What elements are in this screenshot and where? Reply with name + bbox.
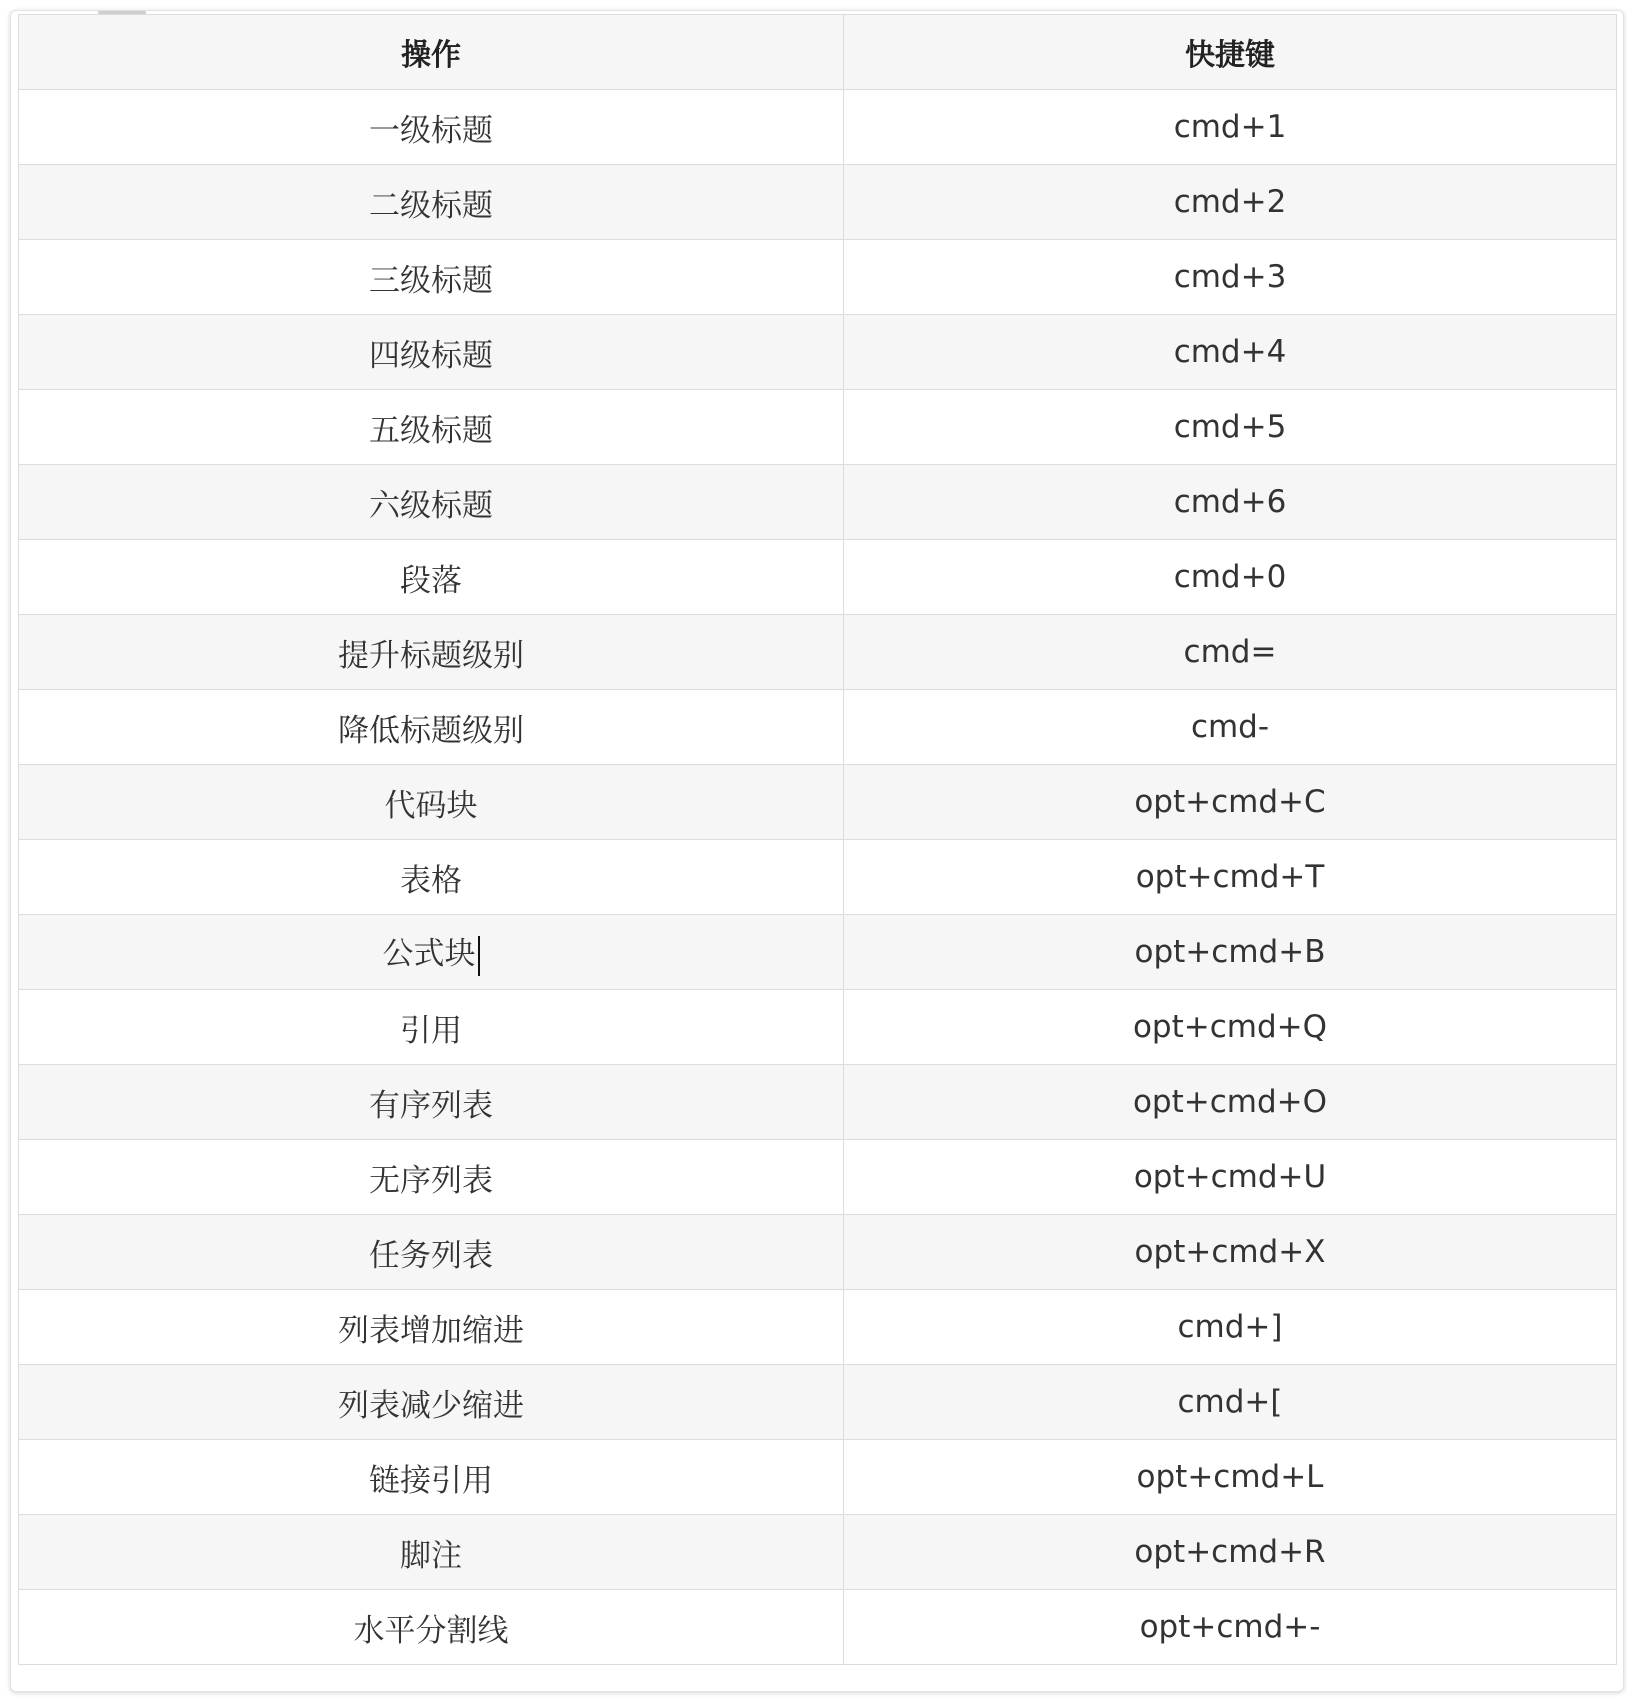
shortcut-cell[interactable]: cmd+2: [844, 165, 1617, 240]
action-cell[interactable]: 列表增加缩进: [19, 1290, 844, 1365]
shortcut-cell[interactable]: opt+cmd+T: [844, 840, 1617, 915]
table-row: [19, 315, 1617, 390]
table-row: [19, 1440, 1617, 1515]
shortcut-cell[interactable]: cmd=: [844, 615, 1617, 690]
shortcut-cell[interactable]: cmd+]: [844, 1290, 1617, 1365]
shortcut-cell[interactable]: opt+cmd+-: [844, 1590, 1617, 1665]
action-cell[interactable]: 一级标题: [19, 90, 844, 165]
action-cell[interactable]: 列表减少缩进: [19, 1365, 844, 1440]
table-row: [19, 1365, 1617, 1440]
action-cell[interactable]: 四级标题: [19, 315, 844, 390]
table-row: [19, 1215, 1617, 1290]
shortcut-cell[interactable]: opt+cmd+X: [844, 1215, 1617, 1290]
text-cursor: [478, 936, 480, 976]
action-cell[interactable]: 五级标题: [19, 390, 844, 465]
shortcut-cell[interactable]: opt+cmd+B: [844, 915, 1617, 990]
shortcut-cell[interactable]: opt+cmd+O: [844, 1065, 1617, 1140]
action-cell[interactable]: 代码块: [19, 765, 844, 840]
action-cell[interactable]: 水平分割线: [19, 1590, 844, 1665]
table-row: [19, 1590, 1617, 1665]
table-row: [19, 1515, 1617, 1590]
action-cell[interactable]: 段落: [19, 540, 844, 615]
table-row: [19, 990, 1617, 1065]
shortcut-cell[interactable]: cmd+4: [844, 315, 1617, 390]
table-row: [19, 240, 1617, 315]
table-row: [19, 840, 1617, 915]
action-cell[interactable]: 引用: [19, 990, 844, 1065]
header-row: [19, 15, 1617, 90]
table-row: [19, 1140, 1617, 1215]
shortcut-cell[interactable]: opt+cmd+C: [844, 765, 1617, 840]
table-row: [19, 390, 1617, 465]
action-cell[interactable]: 有序列表: [19, 1065, 844, 1140]
table-row: [19, 1290, 1617, 1365]
action-cell[interactable]: 提升标题级别: [19, 615, 844, 690]
header-shortcut[interactable]: 快捷键: [844, 15, 1617, 90]
action-cell[interactable]: 链接引用: [19, 1440, 844, 1515]
shortcut-cell[interactable]: opt+cmd+L: [844, 1440, 1617, 1515]
shortcut-cell[interactable]: cmd+[: [844, 1365, 1617, 1440]
table-row: [19, 1065, 1617, 1140]
action-cell-editing[interactable]: [19, 915, 844, 990]
shortcut-cell[interactable]: opt+cmd+U: [844, 1140, 1617, 1215]
shortcut-cell[interactable]: cmd+3: [844, 240, 1617, 315]
action-cell[interactable]: 六级标题: [19, 465, 844, 540]
table-row: [19, 165, 1617, 240]
shortcut-cell[interactable]: opt+cmd+Q: [844, 990, 1617, 1065]
shortcut-table: [18, 14, 1617, 1665]
action-cell[interactable]: 三级标题: [19, 240, 844, 315]
table-row: [19, 90, 1617, 165]
shortcut-cell[interactable]: cmd-: [844, 690, 1617, 765]
shortcut-cell[interactable]: cmd+1: [844, 90, 1617, 165]
table-row: [19, 765, 1617, 840]
action-cell-text: 公式块: [382, 936, 476, 973]
shortcut-cell[interactable]: opt+cmd+R: [844, 1515, 1617, 1590]
action-cell[interactable]: 任务列表: [19, 1215, 844, 1290]
action-cell[interactable]: 表格: [19, 840, 844, 915]
table-row: [19, 540, 1617, 615]
table-row: [19, 615, 1617, 690]
shortcut-cell[interactable]: cmd+5: [844, 390, 1617, 465]
shortcut-cell[interactable]: cmd+6: [844, 465, 1617, 540]
table-row: [19, 915, 1617, 990]
header-action[interactable]: 操作: [19, 15, 844, 90]
action-cell[interactable]: 降低标题级别: [19, 690, 844, 765]
table-row: [19, 465, 1617, 540]
table-row: [19, 690, 1617, 765]
action-cell[interactable]: 无序列表: [19, 1140, 844, 1215]
shortcut-cell[interactable]: cmd+0: [844, 540, 1617, 615]
action-cell[interactable]: 脚注: [19, 1515, 844, 1590]
action-cell[interactable]: 二级标题: [19, 165, 844, 240]
